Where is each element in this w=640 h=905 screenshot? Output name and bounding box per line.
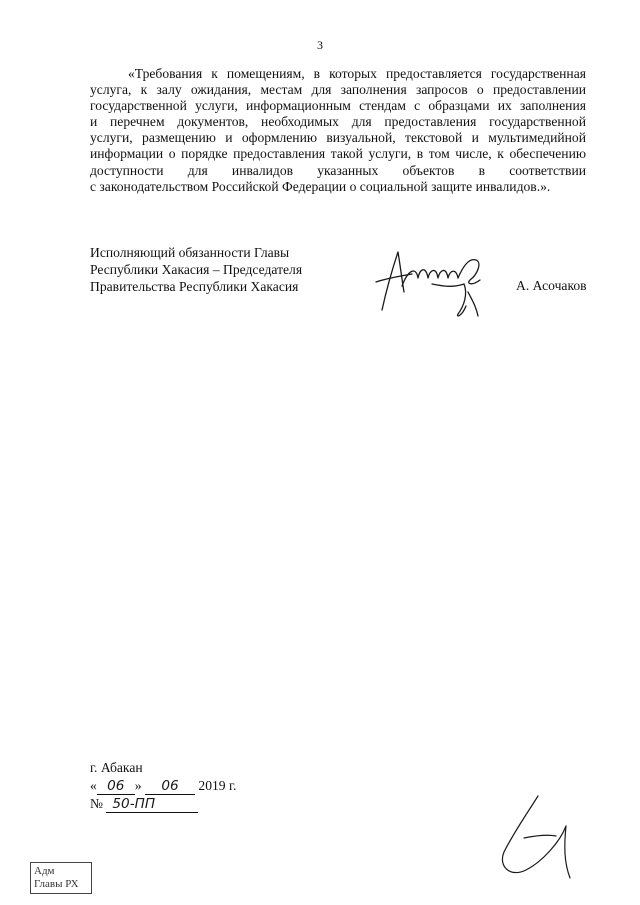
handwritten-signature (372, 244, 502, 320)
decree-paragraph (90, 66, 586, 195)
paragraph-line: с законодательством Российской Федерации о социальной защите инвалидов.». (90, 178, 551, 194)
handwritten-initials-mark (494, 792, 604, 884)
date-day: 06 (97, 778, 135, 795)
paragraph-line: доступности для инвалидов указанных объектов в соответствии (90, 162, 586, 178)
registration-stamp (30, 862, 92, 894)
number-value: 50-ПП (106, 796, 198, 813)
signatory-position (90, 244, 302, 295)
paragraph-line: услуги, размещению и оформлению визуальной, текстовой и мультимедийной (90, 130, 586, 146)
signatory-name: А. Асочаков (516, 278, 587, 293)
place-of-issue: г. Абакан (90, 760, 143, 775)
number-label: № (90, 796, 103, 811)
date-year: 2019 г. (198, 778, 237, 793)
date-open-quote: « (90, 778, 97, 793)
stamp-line: Адм (34, 865, 55, 877)
paragraph-line: «Требования к помещениям, в которых предоставляется государственная (128, 66, 586, 81)
signatory-position-line: Правительства Республики Хакасия (90, 279, 299, 294)
date-month: 06 (145, 778, 195, 795)
stamp-line: Главы РХ (34, 878, 79, 890)
paragraph-line: государственной услуги, информационным стендам с образцами их заполнения (90, 98, 586, 114)
issue-date (90, 778, 236, 795)
page-number: 3 (317, 38, 323, 52)
signatory-position-line: Республики Хакасия – Председателя (90, 262, 303, 277)
document-number (90, 796, 198, 813)
signatory-position-line: Исполняющий обязанности Главы (90, 245, 290, 260)
paragraph-line: и перечнем документов, необходимых для предоставления государственной (90, 114, 586, 130)
date-close-quote: » (134, 778, 142, 793)
paragraph-line: услуга, к залу ожидания, местам для заполнения запросов о предоставлении (90, 82, 586, 98)
paragraph-line: информации о порядке предоставления такой услуги, в том числе, к обеспечению (90, 146, 586, 162)
